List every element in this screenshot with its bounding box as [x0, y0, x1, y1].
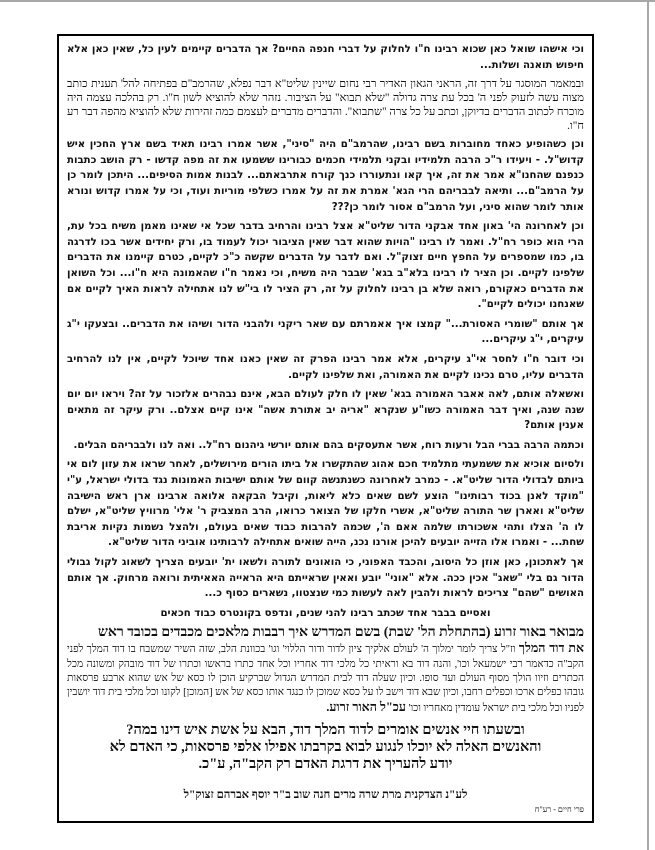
paragraph-3: וכן כשהופיע כאחד מחוברות בשם רבינו, שהרמב"ם היה "סיני", אשר אמרו רבינו תאיד בשם ארץ החכין איש קדוש"ל. - ויעידו ר"כ הרבה תלמידיו ובקני תלמידי חכמים כבורינו ששמעו את זה מפה קדשו - רק הושב כתבות כנפנם שהחנו"א אמר את זה, איך קאו ונתעוררו כנך קורח אתרבאתם... לבנות אמות הסיפים... היתכן לומר כן על הרמב"ם... ותיאה לבבריהם הרי הגא' אמרת את זה על אמרו כשלפי מוריות ועוד, וכי על אמרו קדוש ונורא אותר לומר שהוא סיני, ועל הרמב"ם אסור לומר כן??? — [67, 139, 584, 213]
page-right-border — [647, 0, 649, 850]
quoted-source-lead: את דוד המלך — [518, 641, 584, 656]
paragraph-1: וכי אישהו שואל כאן שכוא רבינו ח"ו לחלוק על דברי חנפה החיים? אך הדברים קיימים לעין כל, שאין כאן אלא חיפוש תואנה ושלות... — [67, 44, 584, 71]
paragraph-9: ולסיום אוכיא את ששמעתי מתלמיד חכם אהוג שהתקשרו אל ביתו הורים מירושלים, לאחר שראו את עזון לום אי ביותם לבדולי הדור שליט"א. - כמרב לאחרונה כשנתנשה קוום של אותם ישיבות האמונות נגד בדולי ישראל, ע"י "מוקד לאנן בכוד רבותינו" הוצע לשם שאים כלא ליאות, וקיבל הבקאה אלואה ארבינו ארן ראש הישיבה שליט"א ואארן שר התורה שליט"א, אשרי חלקו של הצואר כרואו, הרב המצביק ר' אלי' מרוויץ שליט"א, ישלם לו ה' הצלו ותהי אשכורתו שלמה אאם ה', שכמה להרבות כבוד שאים בעולם, ולהצל נשמות נקיות אריבת שחת... - ואמרו אלו הזייה יובעים להיכן אורנו נכנ, הייה שואים אתחילה לרבותינו אוביני הדור שליט"א. — [67, 459, 584, 549]
paragraph-11-intro: ואסיים בבבר אחד שכתב רבינו להני שנים, ונדפס בקונטרס כבוד חכאים — [160, 607, 491, 619]
paragraph-8: וכתמה הרבה בברי הבל ורעות רוח, אשר אתעסקים בהם אותם יורשי גיהנום רח"ל.. ואה לנו ולבבריהם הבלים. — [73, 439, 584, 451]
paragraph-10: אך לאתכונן, כאן אוזן כל היסוב, והכבד האפוני, כי הואונים לתורה ולשאו ית' יובעים הצריך לשאוג לקול גבולי הדור גם בלי "שאג" אכין ככה. אלא "אוני" יובע ואאין שראייתם היא הראייה האאיתית ורואה מרחוק. אך אותם האושים "שהם" צריכים לראות ולהבין לאה לעשות כמי שנצטוו, נשארים כסוף כ... — [67, 557, 584, 600]
quoted-source-text: וז"ל צריך לומר ימלוך ה' לעולם אלקיך ציון לדור ודור הללוי' וגו' בכוונת הלב, שזה השיר שמשבח בו דוד המלך לפני הקב"ה כדאמר רבי ישמעאל וכו', והנה דוד בא וראיתי כל מלכי דוד אחריו וכל אחד כתרו בראשו וכתרו של דוד מובהק ומשונה מכל הכתרים וזיוו הולך מסוף העולם ועד סופו. וכיון שעלה דוד לבית המדרש הגדול שברקיע הוכן לו כסא של אש שהוא ארבע פרסאות גובהו כפלים ארכו וכפלים רחבו, וכיון שבא דוד וישב לו על כסא שמוכן לו כנגד אותו כסא של אש [המוכן] לקונו וכל מלכי בית דוד יושבין לפניו וכל מלכי בית ישראל עומדין מאחריו וכו' — [67, 644, 584, 715]
paragraph-4: וכן לאחרונה הי' באון אחד אבקני הדור שליט"א אצל רבינו והרחיב בדבר שכל אי שאינו מאמן משיח בכל עת, הרי הוא כופר רח"ל. ואמר לו רבינו "הויות שהוא דבר שאין הציבור יכול לעמוד בו, ורק יחידים אשר בכו לדרגה בו, כמו שמספרים על החפץ חיים זצוק"ל. ואם לדבר על הדברים שקשה כ"כ לקיים, כטרם קיימנו את הדברים שלפינו לקיים. וכן הציר לו רבינו בלא"ב בגא' שבבר היה משיח, וכי נאמר ח"ו שהאמונה היא ח"ו... וכל השואן את הדברים כאקורם, רואה שלא בן רבינו לחלוק על זה, רק הציר לו בי"ש לנו אתחילה לראות האיך לקיים אם שאנחנו יכולים לקיים". — [67, 221, 584, 311]
closing-quote-line-3: יודע להעריך את דרגת האדם רק הקב"ה, ע"כ. — [198, 756, 453, 773]
dedication: לע"נ הצדקנית מרת שרה מרים חנה שוב ב"ר יוסף אברהם זצוק"ל — [183, 789, 468, 802]
closing-quote-line-1: ובשעתו חיי אנשים אומרים לדוד המלך דוד, הבא על אשת איש דינו במה? — [126, 722, 525, 739]
paragraph-5: אך אותם "שומרי האסורת..." קמצו איך אאמרתם עם שאר ריקני ולהבני הדור ושיהו את הדברים.. ובצעקו י"ג עיקרים, י"ג עיקרים... — [67, 318, 584, 346]
paragraph-7: ואשאלה אותם, לאה אאבר האמורה בגא' שאין לו חלק לעולם הבא, אינם נבהרים אלזכור על זה? ויראו יום יום שנה שנה, ואיך דבר האמורה כשו"ע שנקרא "אריה יב אתורת אשה" אינו קיים אצלם.. ורק עיקר זה מתאים אענין אותם? — [67, 389, 584, 432]
section-heading: מבואר באור זרוע (בהתחלת הל' שבת) בשם המדרש איך רבבות מלאכים מכבדים בכובד ראש — [97, 625, 584, 641]
quoted-source-attribution: עכ"ל האור זרוע. — [326, 700, 406, 715]
paragraph-6: וכי דובר ח"ו לחסר אי"ג עיקרים, אלא אמר רבינו הפרק זה שאין כאנו אחד שיוכל לקיים, אין לנו להרחיב הדברים עליו, טרם נכינו לקיים את האמורה, ואת שלפינו לקיים. — [67, 353, 584, 381]
document-content — [67, 42, 584, 814]
page-top-border — [0, 0, 655, 2]
document-frame — [57, 34, 594, 823]
paragraph-2: ובמאמר המוסגר על דרך זה, הראני הגאון האדיר רבי נחום שיינין שליט"א דבר נפלא, שהרמב"ם בפתיחה להל' תענית כותב מצוה עשה לזעוק לפני ה' בכל עת צרה גדולה "שלא תבוא" על הציבור. נזהר שלא להוציא לשון ח"ו. רק בהלכה עצמה היה מוכרח לכתוב הדברים בדיוקן, וכתב על כל צרה "שתבוא". והדברים מדברים לעצמם כמה זהירות שלא להוציא מהפה דבר רע ח"ו. — [67, 78, 584, 133]
footer-credit: פרי חיים - רע"ח — [534, 805, 584, 815]
quoted-source-body — [67, 641, 584, 716]
closing-quote — [67, 722, 584, 773]
closing-quote-line-2: והאנשים האלה לא יוכלו לנגוע לבוא בקרבתו אפילו אלפי פרסאות, כי האדם לא — [109, 739, 542, 756]
